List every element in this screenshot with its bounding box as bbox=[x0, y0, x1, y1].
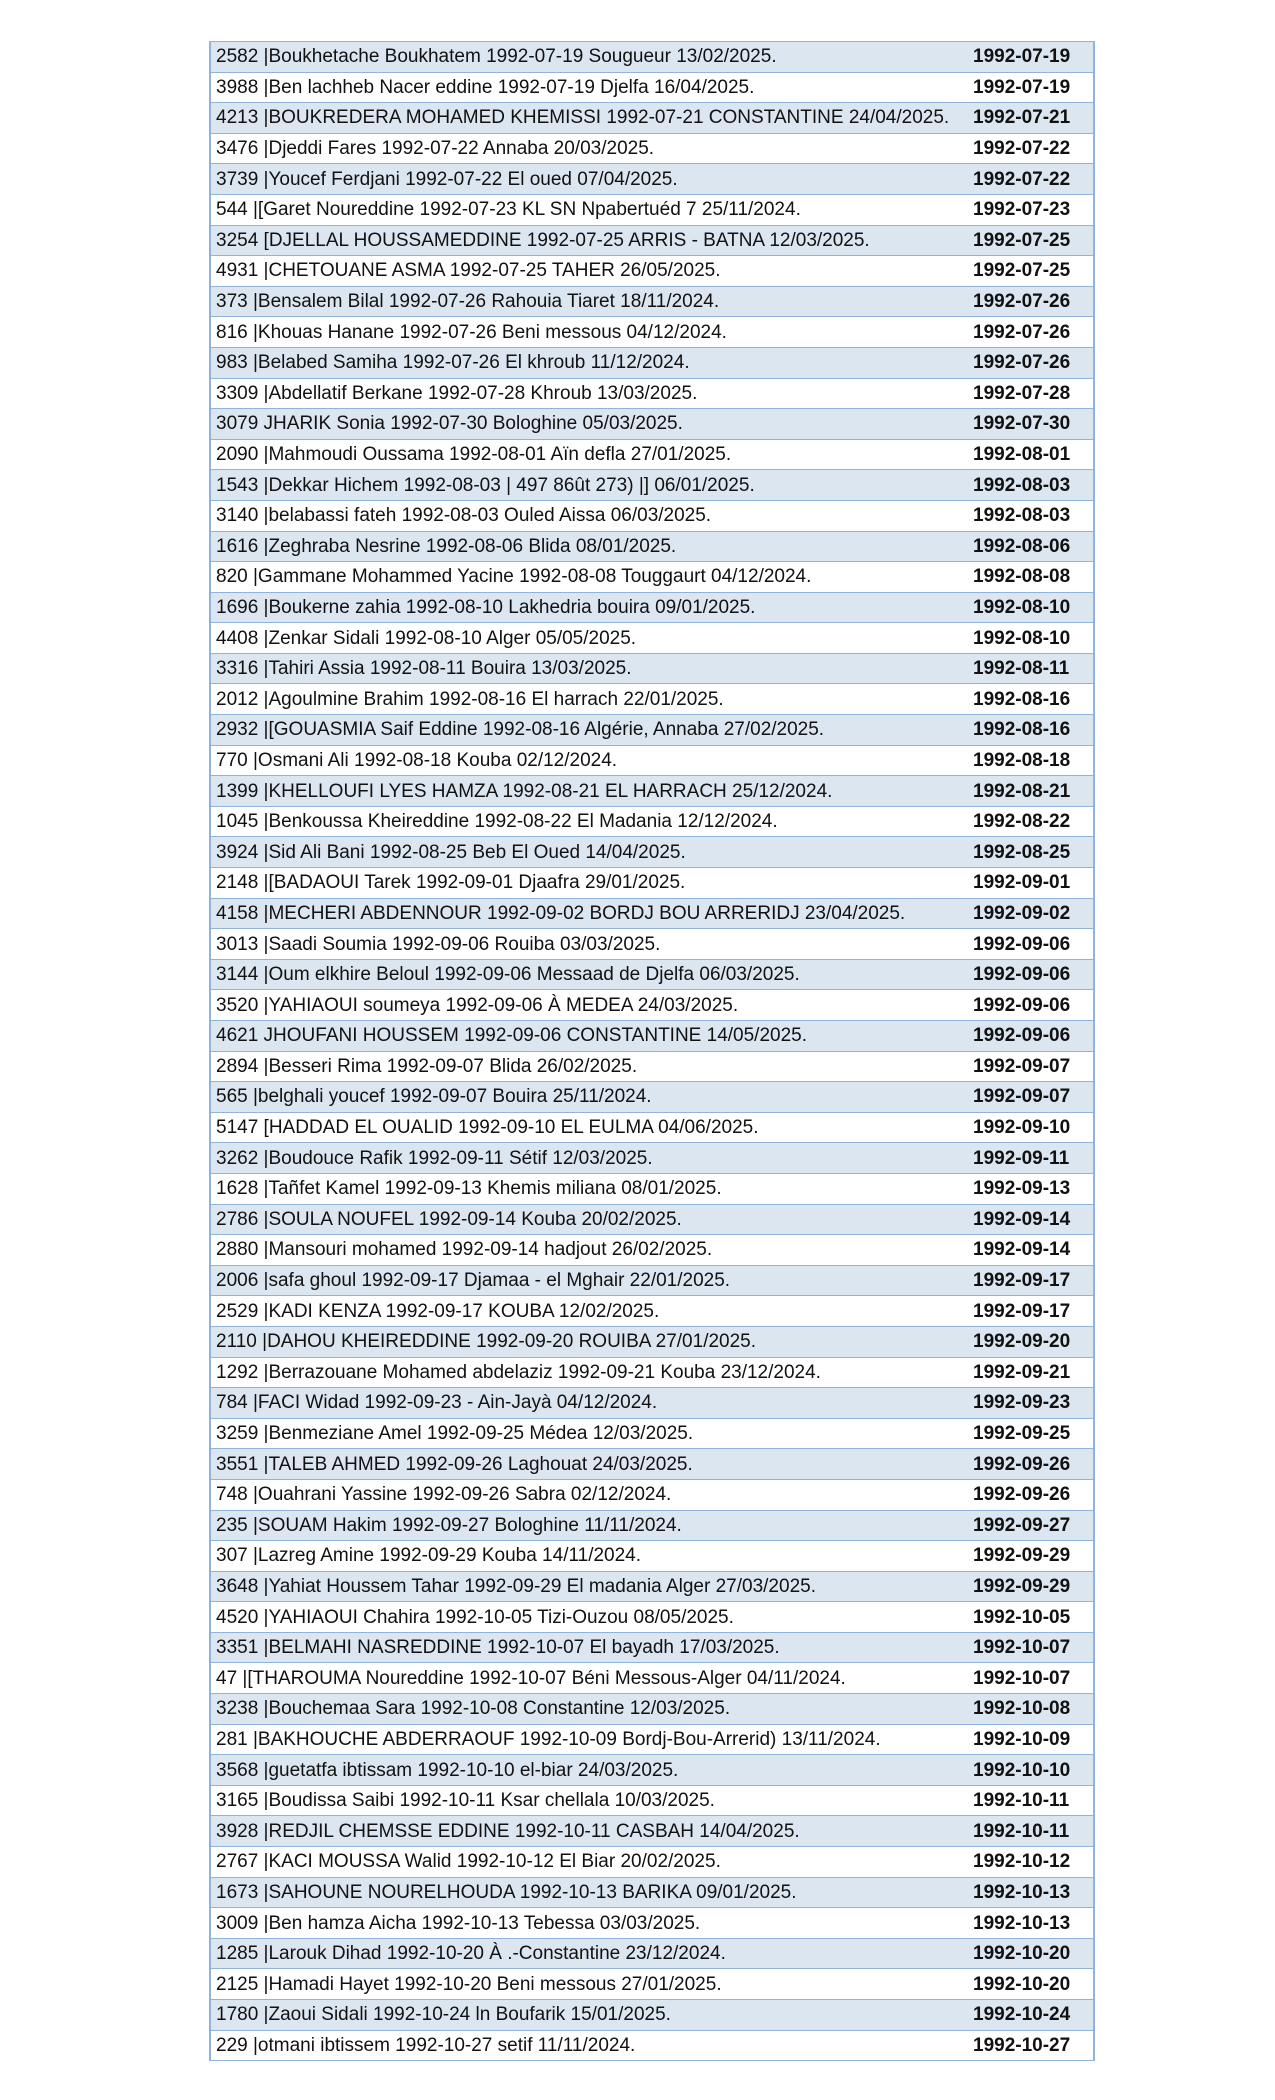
record-text-cell: 3476 |Djeddi Fares 1992-07-22 Annaba 20/03/2025. bbox=[210, 133, 965, 164]
table-row bbox=[210, 623, 1094, 654]
record-date-cell: 1992-09-11 bbox=[965, 1143, 1094, 1174]
table-row bbox=[210, 837, 1094, 868]
table-row bbox=[210, 1510, 1094, 1541]
records-body bbox=[210, 42, 1094, 2061]
record-date-cell: 1992-09-17 bbox=[965, 1296, 1094, 1327]
record-date-cell: 1992-09-06 bbox=[965, 929, 1094, 960]
table-row bbox=[210, 470, 1094, 501]
record-text-cell: 3309 |Abdellatif Berkane 1992-07-28 Khroub 13/03/2025. bbox=[210, 378, 965, 409]
table-row bbox=[210, 1877, 1094, 1908]
record-date-cell: 1992-09-13 bbox=[965, 1173, 1094, 1204]
record-text-cell: 1673 |SAHOUNE NOURELHOUDA 1992-10-13 BARIKA 09/01/2025. bbox=[210, 1877, 965, 1908]
record-text-cell: 3739 |Youcef Ferdjani 1992-07-22 El oued 07/04/2025. bbox=[210, 164, 965, 195]
table-row bbox=[210, 1357, 1094, 1388]
table-row bbox=[210, 592, 1094, 623]
record-date-cell: 1992-09-17 bbox=[965, 1265, 1094, 1296]
record-text-cell: 1780 |Zaoui Sidali 1992-10-24 ln Boufarik 15/01/2025. bbox=[210, 2000, 965, 2031]
table-row bbox=[210, 1173, 1094, 1204]
record-date-cell: 1992-07-21 bbox=[965, 103, 1094, 134]
table-row bbox=[210, 256, 1094, 287]
table-row bbox=[210, 1143, 1094, 1174]
record-date-cell: 1992-09-01 bbox=[965, 868, 1094, 899]
record-text-cell: 1045 |Benkoussa Kheireddine 1992-08-22 El Madania 12/12/2024. bbox=[210, 806, 965, 837]
record-text-cell: 47 |[THAROUMA Noureddine 1992-10-07 Béni Messous-Alger 04/11/2024. bbox=[210, 1663, 965, 1694]
record-date-cell: 1992-10-09 bbox=[965, 1724, 1094, 1755]
record-text-cell: 770 |Osmani Ali 1992-08-18 Kouba 02/12/2024. bbox=[210, 745, 965, 776]
record-date-cell: 1992-10-05 bbox=[965, 1602, 1094, 1633]
table-row bbox=[210, 42, 1094, 73]
record-date-cell: 1992-10-11 bbox=[965, 1785, 1094, 1816]
record-text-cell: 4213 |BOUKREDERA MOHAMED KHEMISSI 1992-07-21 CONSTANTINE 24/04/2025. bbox=[210, 103, 965, 134]
record-date-cell: 1992-10-11 bbox=[965, 1816, 1094, 1847]
record-date-cell: 1992-09-14 bbox=[965, 1204, 1094, 1235]
table-row bbox=[210, 745, 1094, 776]
record-text-cell: 3262 |Boudouce Rafik 1992-09-11 Sétif 12/03/2025. bbox=[210, 1143, 965, 1174]
record-date-cell: 1992-07-28 bbox=[965, 378, 1094, 409]
record-date-cell: 1992-09-27 bbox=[965, 1510, 1094, 1541]
table-row bbox=[210, 929, 1094, 960]
record-text-cell: 281 |BAKHOUCHE ABDERRAOUF 1992-10-09 Bordj-Bou-Arrerid) 13/11/2024. bbox=[210, 1724, 965, 1755]
record-date-cell: 1992-08-22 bbox=[965, 806, 1094, 837]
record-date-cell: 1992-08-21 bbox=[965, 776, 1094, 807]
table-row bbox=[210, 1724, 1094, 1755]
record-date-cell: 1992-08-16 bbox=[965, 684, 1094, 715]
record-date-cell: 1992-09-23 bbox=[965, 1388, 1094, 1419]
record-text-cell: 2880 |Mansouri mohamed 1992-09-14 hadjout 26/02/2025. bbox=[210, 1235, 965, 1266]
record-text-cell: 3520 |YAHIAOUI soumeya 1992-09-06 À MEDEA 24/03/2025. bbox=[210, 990, 965, 1021]
record-date-cell: 1992-10-10 bbox=[965, 1755, 1094, 1786]
record-text-cell: 3551 |TALEB AHMED 1992-09-26 Laghouat 24/03/2025. bbox=[210, 1449, 965, 1480]
table-row bbox=[210, 1663, 1094, 1694]
record-text-cell: 2090 |Mahmoudi Oussama 1992-08-01 Aïn defla 27/01/2025. bbox=[210, 439, 965, 470]
table-row bbox=[210, 1816, 1094, 1847]
record-date-cell: 1992-08-03 bbox=[965, 470, 1094, 501]
table-row bbox=[210, 439, 1094, 470]
table-row bbox=[210, 1847, 1094, 1878]
record-date-cell: 1992-10-20 bbox=[965, 1938, 1094, 1969]
table-row bbox=[210, 286, 1094, 317]
table-row bbox=[210, 1082, 1094, 1113]
record-text-cell: 983 |Belabed Samiha 1992-07-26 El khroub 11/12/2024. bbox=[210, 347, 965, 378]
table-row bbox=[210, 1755, 1094, 1786]
record-text-cell: 5147 [HADDAD EL OUALID 1992-09-10 EL EULMA 04/06/2025. bbox=[210, 1112, 965, 1143]
table-row bbox=[210, 317, 1094, 348]
table-row bbox=[210, 225, 1094, 256]
table-row bbox=[210, 164, 1094, 195]
record-date-cell: 1992-07-22 bbox=[965, 133, 1094, 164]
table-row bbox=[210, 1296, 1094, 1327]
table-row bbox=[210, 1204, 1094, 1235]
table-row bbox=[210, 1632, 1094, 1663]
table-row bbox=[210, 653, 1094, 684]
record-date-cell: 1992-10-12 bbox=[965, 1847, 1094, 1878]
record-text-cell: 544 |[Garet Noureddine 1992-07-23 KL SN Npabertuéd 7 25/11/2024. bbox=[210, 194, 965, 225]
record-date-cell: 1992-07-23 bbox=[965, 194, 1094, 225]
record-date-cell: 1992-09-29 bbox=[965, 1571, 1094, 1602]
table-row bbox=[210, 1969, 1094, 2000]
table-row bbox=[210, 1938, 1094, 1969]
record-text-cell: 3259 |Benmeziane Amel 1992-09-25 Médea 12/03/2025. bbox=[210, 1418, 965, 1449]
record-date-cell: 1992-07-19 bbox=[965, 42, 1094, 73]
table-row bbox=[210, 133, 1094, 164]
record-text-cell: 3009 |Ben hamza Aicha 1992-10-13 Tebessa 03/03/2025. bbox=[210, 1908, 965, 1939]
record-date-cell: 1992-09-07 bbox=[965, 1082, 1094, 1113]
record-text-cell: 3079 JHARIK Sonia 1992-07-30 Bologhine 05/03/2025. bbox=[210, 409, 965, 440]
record-date-cell: 1992-08-08 bbox=[965, 562, 1094, 593]
table-row bbox=[210, 776, 1094, 807]
record-text-cell: 3928 |REDJIL CHEMSSE EDDINE 1992-10-11 CASBAH 14/04/2025. bbox=[210, 1816, 965, 1847]
table-row bbox=[210, 1051, 1094, 1082]
record-text-cell: 235 |SOUAM Hakim 1992-09-27 Bologhine 11/11/2024. bbox=[210, 1510, 965, 1541]
table-row bbox=[210, 990, 1094, 1021]
record-text-cell: 2012 |Agoulmine Brahim 1992-08-16 El harrach 22/01/2025. bbox=[210, 684, 965, 715]
record-text-cell: 1543 |Dekkar Hichem 1992-08-03 | 497 86ût 273) |] 06/01/2025. bbox=[210, 470, 965, 501]
table-row bbox=[210, 1694, 1094, 1725]
record-text-cell: 4408 |Zenkar Sidali 1992-08-10 Alger 05/05/2025. bbox=[210, 623, 965, 654]
record-date-cell: 1992-10-20 bbox=[965, 1969, 1094, 2000]
table-row bbox=[210, 806, 1094, 837]
record-date-cell: 1992-09-10 bbox=[965, 1112, 1094, 1143]
record-date-cell: 1992-10-07 bbox=[965, 1663, 1094, 1694]
record-text-cell: 229 |otmani ibtissem 1992-10-27 setif 11/11/2024. bbox=[210, 2030, 965, 2061]
record-text-cell: 3988 |Ben lachheb Nacer eddine 1992-07-19 Djelfa 16/04/2025. bbox=[210, 72, 965, 103]
table-row bbox=[210, 531, 1094, 562]
record-text-cell: 3568 |guetatfa ibtissam 1992-10-10 el-biar 24/03/2025. bbox=[210, 1755, 965, 1786]
table-row bbox=[210, 1326, 1094, 1357]
record-text-cell: 820 |Gammane Mohammed Yacine 1992-08-08 Touggaurt 04/12/2024. bbox=[210, 562, 965, 593]
record-text-cell: 2767 |KACI MOUSSA Walid 1992-10-12 El Biar 20/02/2025. bbox=[210, 1847, 965, 1878]
record-date-cell: 1992-08-01 bbox=[965, 439, 1094, 470]
record-text-cell: 1292 |Berrazouane Mohamed abdelaziz 1992-09-21 Kouba 23/12/2024. bbox=[210, 1357, 965, 1388]
record-text-cell: 3316 |Tahiri Assia 1992-08-11 Bouira 13/03/2025. bbox=[210, 653, 965, 684]
records-table bbox=[209, 41, 1095, 2061]
table-row bbox=[210, 868, 1094, 899]
record-date-cell: 1992-07-25 bbox=[965, 256, 1094, 287]
table-row bbox=[210, 562, 1094, 593]
record-date-cell: 1992-10-08 bbox=[965, 1694, 1094, 1725]
record-date-cell: 1992-09-14 bbox=[965, 1235, 1094, 1266]
record-date-cell: 1992-09-06 bbox=[965, 959, 1094, 990]
record-text-cell: 3140 |belabassi fateh 1992-08-03 Ouled Aissa 06/03/2025. bbox=[210, 500, 965, 531]
record-date-cell: 1992-09-06 bbox=[965, 1021, 1094, 1052]
record-date-cell: 1992-07-22 bbox=[965, 164, 1094, 195]
record-date-cell: 1992-08-11 bbox=[965, 653, 1094, 684]
record-date-cell: 1992-07-26 bbox=[965, 286, 1094, 317]
record-text-cell: 2582 |Boukhetache Boukhatem 1992-07-19 Sougueur 13/02/2025. bbox=[210, 42, 965, 73]
table-row bbox=[210, 1602, 1094, 1633]
record-date-cell: 1992-07-26 bbox=[965, 317, 1094, 348]
record-date-cell: 1992-07-19 bbox=[965, 72, 1094, 103]
record-date-cell: 1992-09-20 bbox=[965, 1326, 1094, 1357]
record-text-cell: 307 |Lazreg Amine 1992-09-29 Kouba 14/11/2024. bbox=[210, 1541, 965, 1572]
record-date-cell: 1992-07-26 bbox=[965, 347, 1094, 378]
record-date-cell: 1992-10-07 bbox=[965, 1632, 1094, 1663]
table-row bbox=[210, 1908, 1094, 1939]
table-row bbox=[210, 1265, 1094, 1296]
table-row bbox=[210, 1235, 1094, 1266]
record-text-cell: 3254 [DJELLAL HOUSSAMEDDINE 1992-07-25 ARRIS - BATNA 12/03/2025. bbox=[210, 225, 965, 256]
record-text-cell: 2894 |Besseri Rima 1992-09-07 Blida 26/02/2025. bbox=[210, 1051, 965, 1082]
record-text-cell: 1696 |Boukerne zahia 1992-08-10 Lakhedria bouira 09/01/2025. bbox=[210, 592, 965, 623]
record-date-cell: 1992-07-25 bbox=[965, 225, 1094, 256]
table-row bbox=[210, 347, 1094, 378]
record-text-cell: 2932 |[GOUASMIA Saif Eddine 1992-08-16 Algérie, Annaba 27/02/2025. bbox=[210, 715, 965, 746]
record-text-cell: 3351 |BELMAHI NASREDDINE 1992-10-07 El bayadh 17/03/2025. bbox=[210, 1632, 965, 1663]
record-date-cell: 1992-10-13 bbox=[965, 1908, 1094, 1939]
record-text-cell: 1628 |Tañfet Kamel 1992-09-13 Khemis miliana 08/01/2025. bbox=[210, 1173, 965, 1204]
table-row bbox=[210, 1112, 1094, 1143]
record-date-cell: 1992-09-26 bbox=[965, 1479, 1094, 1510]
record-text-cell: 2148 |[BADAOUI Tarek 1992-09-01 Djaafra 29/01/2025. bbox=[210, 868, 965, 899]
record-text-cell: 2006 |safa ghoul 1992-09-17 Djamaa - el Mghair 22/01/2025. bbox=[210, 1265, 965, 1296]
table-row bbox=[210, 1479, 1094, 1510]
record-text-cell: 3924 |Sid Ali Bani 1992-08-25 Beb El Oued 14/04/2025. bbox=[210, 837, 965, 868]
record-text-cell: 2786 |SOULA NOUFEL 1992-09-14 Kouba 20/02/2025. bbox=[210, 1204, 965, 1235]
table-row bbox=[210, 2000, 1094, 2031]
record-date-cell: 1992-07-30 bbox=[965, 409, 1094, 440]
record-text-cell: 2529 |KADI KENZA 1992-09-17 KOUBA 12/02/2025. bbox=[210, 1296, 965, 1327]
record-text-cell: 1399 |KHELLOUFI LYES HAMZA 1992-08-21 EL HARRACH 25/12/2024. bbox=[210, 776, 965, 807]
table-row bbox=[210, 959, 1094, 990]
record-date-cell: 1992-10-13 bbox=[965, 1877, 1094, 1908]
record-date-cell: 1992-08-03 bbox=[965, 500, 1094, 531]
record-date-cell: 1992-08-16 bbox=[965, 715, 1094, 746]
record-text-cell: 3238 |Bouchemaa Sara 1992-10-08 Constantine 12/03/2025. bbox=[210, 1694, 965, 1725]
record-date-cell: 1992-10-27 bbox=[965, 2030, 1094, 2061]
table-row bbox=[210, 1571, 1094, 1602]
record-text-cell: 748 |Ouahrani Yassine 1992-09-26 Sabra 02/12/2024. bbox=[210, 1479, 965, 1510]
record-text-cell: 565 |belghali youcef 1992-09-07 Bouira 25/11/2024. bbox=[210, 1082, 965, 1113]
record-text-cell: 4621 JHOUFANI HOUSSEM 1992-09-06 CONSTANTINE 14/05/2025. bbox=[210, 1021, 965, 1052]
table-row bbox=[210, 103, 1094, 134]
record-date-cell: 1992-08-18 bbox=[965, 745, 1094, 776]
table-row bbox=[210, 715, 1094, 746]
record-text-cell: 3013 |Saadi Soumia 1992-09-06 Rouiba 03/03/2025. bbox=[210, 929, 965, 960]
table-row bbox=[210, 898, 1094, 929]
record-text-cell: 784 |FACI Widad 1992-09-23 - Ain-Jayà 04/12/2024. bbox=[210, 1388, 965, 1419]
record-text-cell: 816 |Khouas Hanane 1992-07-26 Beni messous 04/12/2024. bbox=[210, 317, 965, 348]
record-text-cell: 4931 |CHETOUANE ASMA 1992-07-25 TAHER 26/05/2025. bbox=[210, 256, 965, 287]
record-text-cell: 2110 |DAHOU KHEIREDDINE 1992-09-20 ROUIBA 27/01/2025. bbox=[210, 1326, 965, 1357]
record-date-cell: 1992-08-10 bbox=[965, 623, 1094, 654]
table-row bbox=[210, 1021, 1094, 1052]
record-date-cell: 1992-08-06 bbox=[965, 531, 1094, 562]
table-row bbox=[210, 500, 1094, 531]
table-row bbox=[210, 2030, 1094, 2061]
table-row bbox=[210, 1449, 1094, 1480]
record-text-cell: 4158 |MECHERI ABDENNOUR 1992-09-02 BORDJ BOU ARRERIDJ 23/04/2025. bbox=[210, 898, 965, 929]
table-row bbox=[210, 1541, 1094, 1572]
table-row bbox=[210, 1388, 1094, 1419]
record-date-cell: 1992-08-25 bbox=[965, 837, 1094, 868]
table-row bbox=[210, 194, 1094, 225]
record-text-cell: 3648 |Yahiat Houssem Tahar 1992-09-29 El madania Alger 27/03/2025. bbox=[210, 1571, 965, 1602]
table-row bbox=[210, 72, 1094, 103]
record-date-cell: 1992-08-10 bbox=[965, 592, 1094, 623]
record-date-cell: 1992-09-25 bbox=[965, 1418, 1094, 1449]
record-text-cell: 1616 |Zeghraba Nesrine 1992-08-06 Blida 08/01/2025. bbox=[210, 531, 965, 562]
table-row bbox=[210, 684, 1094, 715]
record-text-cell: 1285 |Larouk Dihad 1992-10-20 À .-Constantine 23/12/2024. bbox=[210, 1938, 965, 1969]
record-date-cell: 1992-09-26 bbox=[965, 1449, 1094, 1480]
record-date-cell: 1992-09-21 bbox=[965, 1357, 1094, 1388]
record-date-cell: 1992-09-06 bbox=[965, 990, 1094, 1021]
record-date-cell: 1992-09-02 bbox=[965, 898, 1094, 929]
record-text-cell: 4520 |YAHIAOUI Chahira 1992-10-05 Tizi-Ouzou 08/05/2025. bbox=[210, 1602, 965, 1633]
record-date-cell: 1992-10-24 bbox=[965, 2000, 1094, 2031]
table-row bbox=[210, 1418, 1094, 1449]
table-row bbox=[210, 1785, 1094, 1816]
record-date-cell: 1992-09-07 bbox=[965, 1051, 1094, 1082]
table-row bbox=[210, 409, 1094, 440]
record-text-cell: 373 |Bensalem Bilal 1992-07-26 Rahouia Tiaret 18/11/2024. bbox=[210, 286, 965, 317]
record-text-cell: 3144 |Oum elkhire Beloul 1992-09-06 Messaad de Djelfa 06/03/2025. bbox=[210, 959, 965, 990]
record-text-cell: 3165 |Boudissa Saibi 1992-10-11 Ksar chellala 10/03/2025. bbox=[210, 1785, 965, 1816]
record-date-cell: 1992-09-29 bbox=[965, 1541, 1094, 1572]
record-text-cell: 2125 |Hamadi Hayet 1992-10-20 Beni messous 27/01/2025. bbox=[210, 1969, 965, 2000]
table-row bbox=[210, 378, 1094, 409]
